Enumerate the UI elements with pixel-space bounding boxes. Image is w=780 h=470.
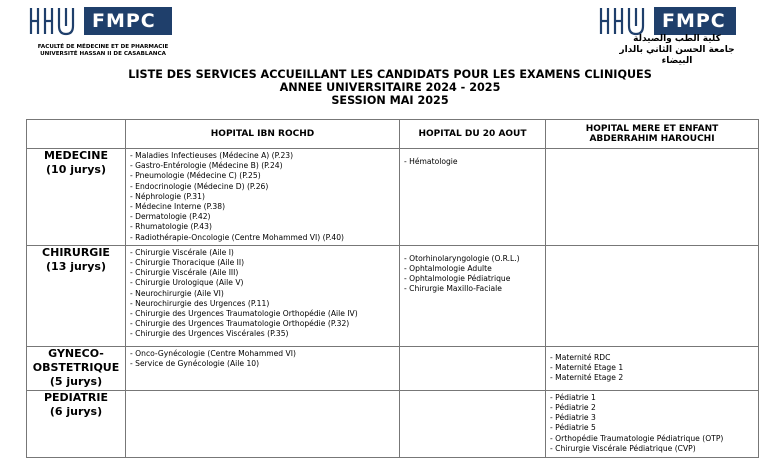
service-item: - Neurochirurgie des Urgences (P.11)	[130, 299, 399, 309]
service-item: - Neurochirurgie (Aile VI)	[130, 289, 399, 299]
ibn-rochd-services	[126, 149, 400, 246]
service-item: - Ophtalmologie Adulte	[404, 264, 545, 274]
service-item: - Service de Gynécologie (Aile 10)	[130, 359, 399, 369]
faculty-logo-left	[28, 6, 172, 36]
service-item: - Pneumologie (Médecine C) (P.25)	[130, 171, 399, 181]
service-item: - Chirurgie Maxillo-Faciale	[404, 284, 545, 294]
fmpc-wordmark: FMPC	[84, 7, 172, 35]
service-item: - Maternité Etage 2	[550, 373, 758, 383]
title-line-2: ANNEE UNIVERSITAIRE 2024 - 2025	[279, 81, 501, 94]
service-item: - Pédiatrie 1	[550, 393, 758, 403]
jury-count: (10 jurys)	[46, 163, 106, 176]
service-item: - Néphrologie (P.31)	[130, 192, 399, 202]
mere-enfant-services	[546, 245, 759, 346]
aout20-services	[400, 245, 546, 346]
service-item: - Chirurgie des Urgences Traumatologie Orthopédie (P.32)	[130, 319, 399, 329]
service-item: - Chirurgie des Urgences Viscérales (P.35)	[130, 329, 399, 339]
aout20-services	[400, 346, 546, 390]
service-item: - Onco-Gynécologie (Centre Mohammed VI)	[130, 349, 399, 359]
jury-count: (13 jurys)	[46, 259, 106, 273]
service-item: - Maladies Infectieuses (Médecine A) (P.23)	[130, 151, 399, 161]
specialty-cell	[27, 149, 126, 246]
service-item: - Pédiatrie 5	[550, 423, 758, 433]
service-item: - Rhumatologie (P.43)	[130, 222, 399, 232]
service-item: - Chirurgie Thoracique (Aile II)	[130, 258, 399, 268]
title-line-3: SESSION MAI 2025	[331, 94, 449, 107]
ibn-rochd-services	[126, 346, 400, 390]
service-item: - Endocrinologie (Médecine D) (P.26)	[130, 182, 399, 192]
service-item: - Pédiatrie 2	[550, 403, 758, 413]
service-item: - Dermatologie (P.42)	[130, 212, 399, 222]
mere-enfant-services	[546, 346, 759, 390]
table-row-chirurgie	[27, 245, 759, 346]
faculty-name-ar: كلية الطب والصيدلة جامعة الحسن الثاني بالدار البيضاء	[619, 34, 735, 66]
service-item: - Maternité RDC	[550, 353, 758, 363]
mere-enfant-services	[546, 149, 759, 246]
faculty-logo-right	[598, 6, 736, 36]
service-item: - Chirurgie Urologique (Aile V)	[130, 278, 399, 288]
service-item: - Gastro-Entérologie (Médecine B) (P.24)	[130, 161, 399, 171]
specialty-name: CHIRURGIE	[42, 245, 110, 259]
header-empty-cell	[27, 120, 126, 149]
aout20-services	[400, 390, 546, 457]
jury-count: (5 jurys)	[49, 374, 103, 388]
specialty-cell	[27, 245, 126, 346]
column-header-20-aout: HOPITAL DU 20 AOUT	[400, 120, 546, 149]
document-title	[0, 68, 780, 107]
jury-count: (6 jurys)	[49, 404, 103, 418]
table-row-gyneco	[27, 346, 759, 390]
faculty-emblem-icon	[598, 6, 648, 36]
column-header-mere-enfant: HOPITAL MERE ET ENFANT ABDERRAHIM HAROUCHI	[546, 120, 759, 149]
service-item: - Maternité Etage 1	[550, 363, 758, 373]
column-header-ibn-rochd: HOPITAL IBN ROCHD	[126, 120, 400, 149]
title-line-1: LISTE DES SERVICES ACCUEILLANT LES CANDIDATS POUR LES EXAMENS CLINIQUES	[128, 68, 652, 81]
faculty-name-fr: FACULTÉ DE MÉDECINE ET DE PHARMACIE UNIVERSITÉ HASSAN II DE CASABLANCA	[37, 44, 169, 57]
specialty-name: MEDECINE	[44, 149, 108, 162]
table-row-medecine	[27, 149, 759, 246]
services-table	[26, 119, 759, 458]
service-item: - Chirurgie des Urgences Traumatologie Orthopédie (Aile IV)	[130, 309, 399, 319]
service-item: - Radiothérapie-Oncologie (Centre Mohammed VI) (P.40)	[130, 233, 399, 243]
table-header-row	[27, 120, 759, 149]
service-item: - Chirurgie Viscérale (Aile I)	[130, 248, 399, 258]
specialty-name-line-1: GYNECO-	[48, 346, 104, 360]
ibn-rochd-services	[126, 390, 400, 457]
service-item: - Chirurgie Viscérale Pédiatrique (CVP)	[550, 444, 758, 454]
aout20-services	[400, 149, 546, 246]
service-item: - Chirurgie Viscérale (Aile III)	[130, 268, 399, 278]
mere-enfant-services	[546, 390, 759, 457]
specialty-cell	[27, 390, 126, 457]
service-item: - Hématologie	[404, 157, 545, 167]
service-item: - Médecine Interne (P.38)	[130, 202, 399, 212]
service-item: - Pédiatrie 3	[550, 413, 758, 423]
service-item: - Orthopédie Traumatologie Pédiatrique (OTP)	[550, 434, 758, 444]
specialty-cell	[27, 346, 126, 390]
fmpc-wordmark: FMPC	[654, 7, 736, 35]
service-item: - Ophtalmologie Pédiatrique	[404, 274, 545, 284]
table-row-pediatrie	[27, 390, 759, 457]
faculty-emblem-icon	[28, 6, 78, 36]
specialty-name-line-2: OBSTETRIQUE	[32, 360, 120, 374]
service-item: - Otorhinolaryngologie (O.R.L.)	[404, 254, 545, 264]
specialty-name: PEDIATRIE	[43, 390, 109, 404]
ibn-rochd-services	[126, 245, 400, 346]
